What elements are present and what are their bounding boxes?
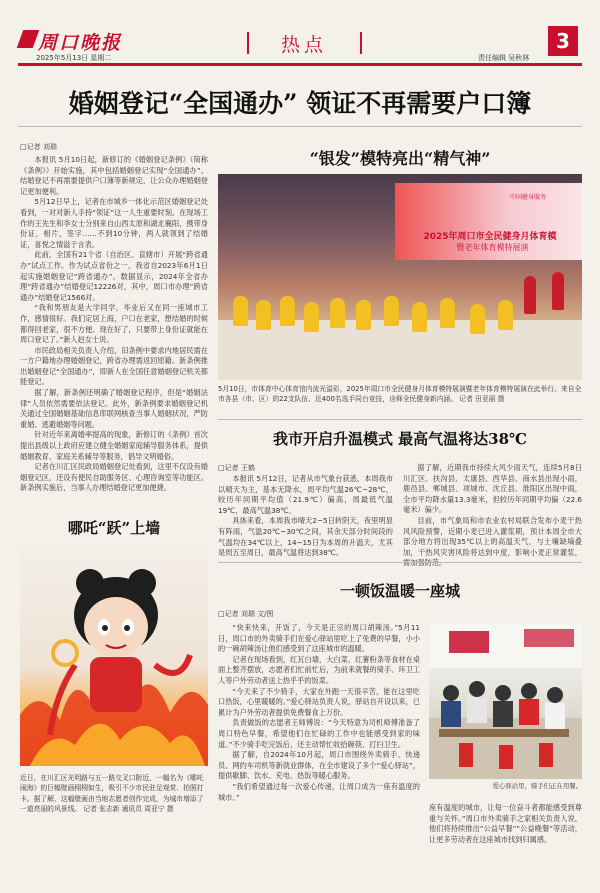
article-paragraph: “快来快来，开饭了，今天是正宗的周口胡辣汤。”5月11日，周口市的外卖骑手们在爱心驿站里吃上了免费的早餐，小小的一碗胡辣汤让他们感受到了这座城市的温暖。 [218, 623, 420, 654]
photo-caption: 爱心驿站里，骑手们正在用餐。 [492, 782, 582, 790]
meal-byline: □记者 刘瑞 文/图 [218, 610, 274, 618]
section-divider-right [360, 32, 362, 54]
performer-figure [552, 272, 564, 310]
article-paragraph: 据了解，近期我市持续大风少雨天气，连续5月8日川汇区、扶沟县、太康县、西华县、商水县出现小雨，鹿邑县、郸城县、项城市、沈丘县、淮阳区出现中雨，全市平均降水量13.3毫米，但较历年同期平均偏（22.6毫米）偏少。 [403, 463, 582, 515]
article-paragraph: “今天来了不少骑手，大家在外跑一天很辛苦，能在这里吃口热饭，心里暖暖的。”爱心驿站负责人说，驿站自开设以来，已累计为户外劳动者提供免费餐食上万份。 [218, 686, 420, 717]
article-paragraph: 此前，全国有21个省（自治区、直辖市）开展“跨省通办”试点工作。作为试点省份之一，我省自2023年6月1日起实施婚姻登记“跨省通办”。数据显示，2024年全省办理“跨省通办”结婚登记12226对，其中，周口市办理“跨省通办”结婚登记1566对。 [20, 250, 208, 302]
lead-article-body [20, 155, 208, 507]
article-paragraph: 据了解，自2024年10月起，周口市围绕外卖骑手、快递员、网约车司机等新就业群体，在全市建设了多个“爱心驿站”，提供歇脚、饮水、充电、热饭等暖心服务。 [218, 750, 420, 781]
masthead-rule [18, 63, 582, 66]
article-paragraph: “我们希望通过每一次爱心传递，让周口成为一座有温度的城市。” [218, 781, 420, 802]
heat-article-right [403, 463, 582, 555]
article-paragraph: 记者在川汇区民政局婚姻登记处看到，这里不仅设有婚姻登记区，还设有便民自助服务区、心理咨询室等功能区。新条例实施后，当事人办理结婚登记更加便捷。 [20, 462, 208, 493]
issue-date: 2025年5月13日 星期二 [36, 54, 112, 62]
nezha-mural-photo [20, 545, 208, 766]
newspaper-logo: 周口晚报 [38, 32, 123, 54]
banner-subtitle: 暨老年体育模特展演 [456, 243, 529, 252]
performer-figure [470, 304, 485, 334]
banner-brand-text: 中国健身服务 [510, 194, 547, 201]
section-rule [218, 562, 582, 563]
heat-byline: □记者 王鹤 [218, 464, 255, 472]
article-paragraph: 据了解，新条例还明确了婚姻登记程序，但是“婚姻法律”人员依然需要依法登记。此外，新条例要求婚姻登记机关通过全国婚姻基础信息库联网核查当事人婚姻状况，严防重婚、逃避婚姻等问题。 [20, 388, 208, 429]
meal-headline: 一顿饭温暖一座城 [339, 582, 460, 600]
dining-hall-photo [429, 623, 582, 779]
photo-caption: 5月10日，市体育中心体育馆内流光溢彩，2025年周口市全民健身月体育模特展演暨老年体育模特展演在此举行。来自全市各县（市、区）的22支队伍、近400名选手同台竞技，诠释全民健身新内涵。 记者 田亚丽 摄 [218, 385, 582, 403]
nezha-figure-illustration [20, 545, 208, 766]
article-paragraph: 负责做饭的志愿者王师傅说：“今天特意为司机师傅准备了周口特色早餐，希望他们在忙碌的工作中也能感受到家的味道。”不少骑手吃完饭后，还主动帮忙收拾碗筷、打扫卫生。 [218, 718, 420, 749]
article-paragraph: 目前，市气象局和市农业农村局联合发布小麦干热风风险预警，近期小麦已进入灌浆期，预计本周全市大部分地方将出现35℃以上的高温天气，与土壤缺墒叠加，干热风灾害风险将达到中度，影响小麦正常灌浆， [403, 515, 582, 557]
page-number-badge: 3 [548, 26, 578, 56]
article-paragraph: 市民政局相关负责人介绍，旧条例中要求内地居民需在一方户籍地办理婚姻登记，跨省办理需返回原籍。新条例推出婚姻登记“全国通办”，即新人在全国任意婚姻登记机关都能登记。 [20, 345, 208, 387]
nezha-headline: 哪吒“跃”上墙 [67, 519, 161, 537]
section-rule [218, 419, 582, 420]
performer-figure [330, 298, 345, 328]
meal-article-continued: 座有温度的城市，让每一位奋斗者都能感受到尊重与关怀。”周口市外卖骑手之家相关负责人说，他们将持续推出“公益早餐”“公益晚餐”等活动，让更多劳动者在这座城市找到归属感。 [429, 803, 582, 844]
performer-figure [384, 296, 399, 326]
performer-figure [440, 298, 455, 328]
performer-figure [498, 300, 513, 330]
article-paragraph: 记者在现场看到，红瓦白墙，大白菜、红薯粉条等食材在桌面上整齐摆放，志愿者们忙前忙后，为前来就餐的骑手、环卫工人等户外劳动者送上热乎乎的饭菜。 [218, 654, 420, 685]
photo-caption: 近日，在川汇区光明路与五一路交叉口附近，一幅名为《哪吒闹海》的巨幅壁画栩栩如生，吸引不少市民驻足观赏、拍照打卡。据了解，这幅壁画由当地志愿者创作完成，为城市增添了一道亮丽的风景线。 记者 张志新 通讯员 周亚宁 摄 [20, 774, 204, 814]
performer-figure [356, 300, 371, 330]
performer-figure [256, 300, 271, 330]
article-paragraph: 具体来看，本周我市晴天2~5日转阴天，夜里明显有阵雨，气温20℃~30℃之间，其余天部分时间段的气温均在34℃以上，14~15日为本周的升温天，尤其是周五至周日，最高气温将达到38℃。 [218, 516, 393, 558]
logo-mark [17, 30, 40, 48]
article-paragraph: “我和男朋友是大学同学，毕业后又在同一座城市工作，感情很好。我们定居上海，户口在老家，想结婚的时候都得回老家，很不方便。现在好了，只要带上身份证就能在周口登记了。”新人赵女士说。 [20, 303, 208, 345]
editor-credit: 责任编辑 吴秋林 [478, 54, 530, 62]
performer-figure [280, 296, 295, 326]
performer-figure [524, 276, 536, 314]
article-paragraph: 5月12日早上，记者在市城乡一体化示范区婚姻登记处看到，一对对新人手持“领证”这一人生重要时刻。在现场工作的王先生和李女士分别来自山西太原和湖北襄阳，携带身份证，相片，签字……不到10分钟，两人就领到了结婚证，喜悦之情溢于言表。 [20, 197, 208, 249]
silver-show-headline: “银发”模特亮出“精气神” [309, 149, 491, 168]
heat-article-left [218, 474, 393, 558]
stage-floor [218, 320, 582, 380]
headline-rule [18, 126, 582, 127]
article-paragraph: 本报讯 5月12日，记者从市气象台获悉，本周我市以晴天为主，基本无降水，周平均气温26℃~28℃，较历年同期平均值（21.9℃）偏高，周最低气温19℃，最高气温38℃。 [218, 474, 393, 515]
lead-headline: 婚姻登记“全国通办” 领证不再需要户口簿 [68, 89, 532, 118]
performer-figure [412, 302, 427, 332]
section-title: 热点 [280, 34, 327, 56]
meal-article-body [218, 623, 420, 885]
performer-figure [233, 296, 248, 326]
article-paragraph: 针对近年来离婚率提高的现象，新修订的《条例》首次提出县级以上政府应建立健全婚姻家庭辅导服务体系，提供婚姻教育、家庭关系辅导等服务，倡导文明婚俗。 [20, 430, 208, 461]
banner-title: 2025年周口市全民健身月体育模 [423, 232, 557, 242]
lead-byline: □记者 刘瑞 [20, 143, 57, 151]
article-paragraph: 本报讯 5月10日起，新修订的《婚姻登记条例》（简称《条例》）开始实施，其中包括婚姻登记实现“全国通办”、结婚登记不再需要提供户口簿等新规定，让公众办理婚姻登记更加便利。 [20, 155, 208, 196]
performer-figure [304, 302, 319, 332]
heat-headline: 我市开启升温模式 最高气温将达38℃ [272, 430, 528, 448]
dining-scene-illustration [429, 623, 582, 779]
